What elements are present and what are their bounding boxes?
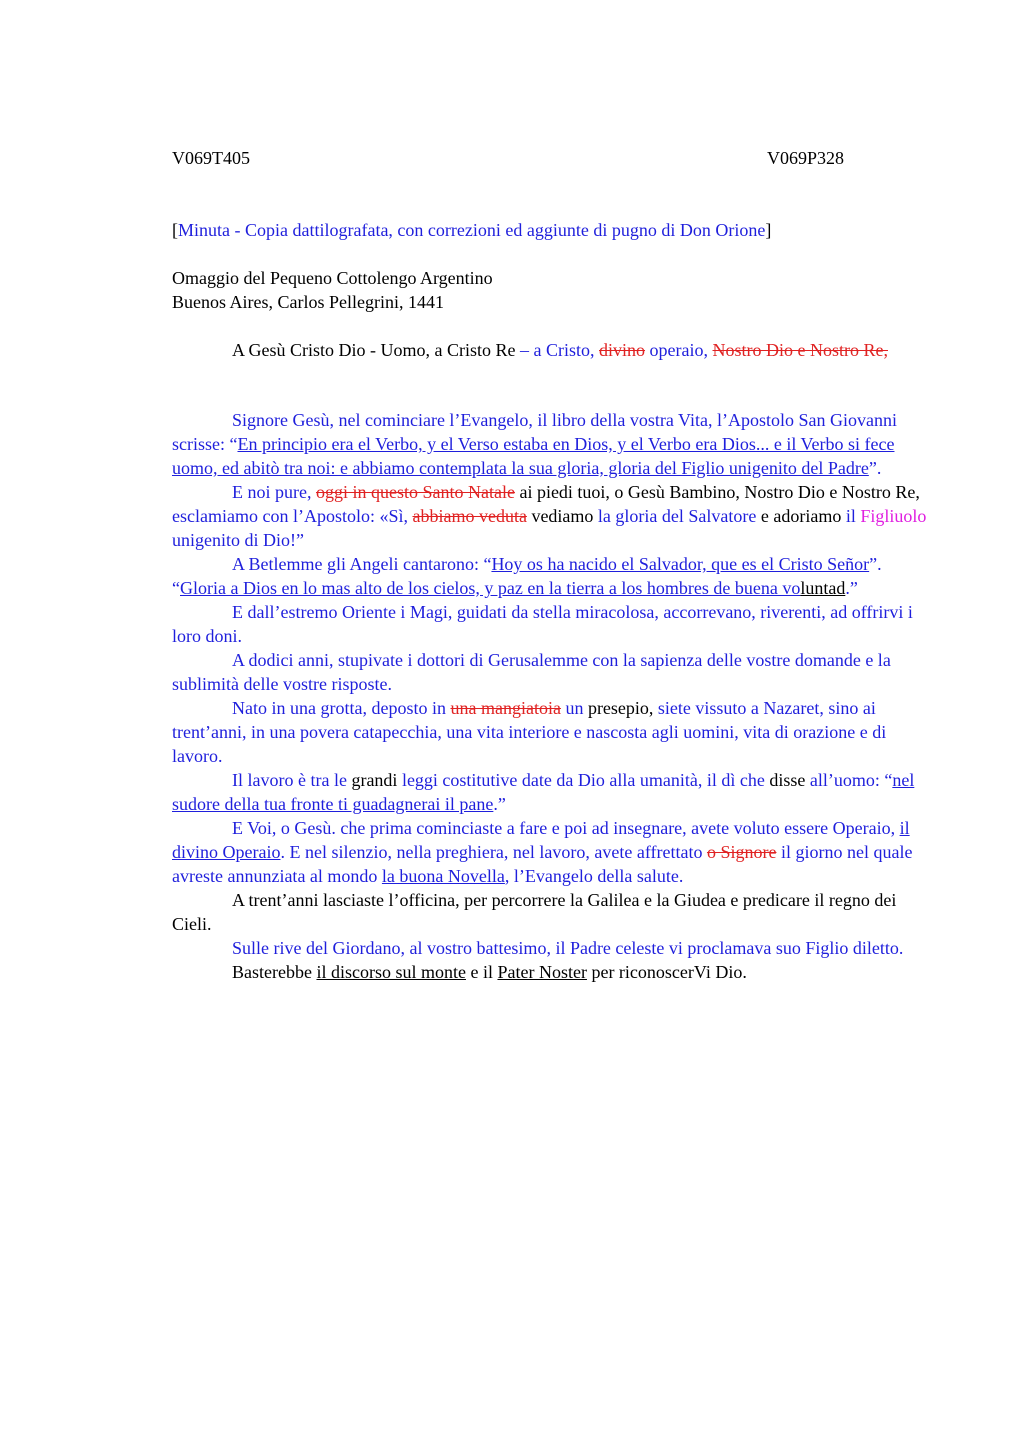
text-run: En principio era el Verbo, y el Verso estaba en Dios, y el Verbo era Dios... e il Verbo si fece uomo, ed abitò tra noi: e abbiamo contemplata la sua gloria, gloria del Figlio unigenito del Padre — [172, 434, 895, 478]
body-paragraph — [172, 600, 932, 648]
dedication-paragraph — [172, 338, 932, 362]
document-code: V069T405 — [172, 148, 250, 168]
body-paragraph — [172, 648, 932, 696]
deleted-text: abbiamo veduta — [412, 506, 527, 526]
body-paragraph — [172, 552, 932, 600]
text-run: il divino Operaio — [172, 818, 910, 862]
text-run: A dodici anni, stupivate i dottori di Gerusalemme con la sapienza delle vostre domande e la sublimità delle vostre risposte. — [172, 650, 891, 694]
text-run: A trent’anni lasciaste l’officina, per percorrere la Galilea e la Giudea e predicare il regno dei Cieli. — [172, 890, 897, 934]
text-run: disse — [769, 770, 806, 790]
text-run: un — [560, 698, 588, 718]
text-run: il discorso sul monte — [316, 962, 466, 982]
text-run: la buona Novella — [381, 866, 505, 886]
text-run: Pater Noster — [497, 962, 587, 982]
body-paragraph — [172, 696, 932, 768]
text-run: Basterebbe — [232, 962, 317, 982]
text-run: , l’Evangelo della salute. — [504, 866, 684, 886]
body-paragraph — [172, 408, 932, 480]
text-run: Nato in una grotta, deposto in — [232, 698, 451, 718]
deleted-text: divino — [599, 340, 646, 360]
text-run: unigenito di Dio!” — [172, 530, 304, 550]
text-run: Gloria a Dios en lo mas alto de los cielos, y paz en la tierra a los hombres de buena vo — [180, 578, 801, 598]
text-run: E Voi, o Gesù. che prima cominciaste a fare e poi ad insegnare, avete voluto essere Operaio, — [232, 818, 900, 838]
page-code: V069P328 — [766, 148, 844, 168]
text-run: vediamo — [526, 506, 598, 526]
body-paragraph — [172, 816, 932, 888]
text-run: Sulle rive del Giordano, al vostro battesimo, il Padre celeste vi proclamava suo Figlio diletto. — [232, 938, 904, 958]
deleted-text: una mangiatoia — [450, 698, 561, 718]
text-run: leggi costitutive date da Dio alla umanità, il dì che — [401, 770, 770, 790]
address-line-1: Omaggio del Pequeno Cottolengo Argentino — [172, 268, 493, 288]
text-run: E dall’estremo Oriente i Magi, guidati da stella miracolosa, accorrevano, riverenti, ad offrirvi i loro doni. — [172, 602, 913, 646]
text-run: ”. — [868, 458, 882, 478]
body-paragraph — [172, 480, 932, 552]
text-run: Il lavoro è tra le — [232, 770, 352, 790]
text-run: A Betlemme gli Angeli cantarono: “ — [232, 554, 492, 574]
text-run: all’uomo: “ — [805, 770, 893, 790]
address-line-2: Buenos Aires, Carlos Pellegrini, 1441 — [172, 292, 444, 312]
text-run: . E nel silenzio, nella preghiera, nel lavoro, avete affrettato — [280, 842, 707, 862]
text-run: luntad — [800, 578, 846, 598]
text-run: grandi — [351, 770, 402, 790]
text-run: il giorno nel quale avreste annunziata al mondo — [172, 842, 913, 886]
text-run: il — [845, 506, 861, 526]
text-run: .” — [845, 578, 858, 598]
text-run: siete vissuto a Nazaret, sino ai trent’anni, in una povera catapecchia, una vita interiore e nascosta agli uomini, vita di orazione e di lavoro. — [172, 698, 887, 766]
body-paragraph — [172, 936, 932, 960]
text-run: nel sudore della tua fronte ti guadagnerai il pane — [172, 770, 915, 814]
text-run: operaio, — [645, 340, 713, 360]
text-run: E noi pure, — [232, 482, 316, 502]
text-run: presepio, — [587, 698, 658, 718]
text-run: la gloria del Salvatore — [597, 506, 757, 526]
note-open-bracket: [ — [172, 220, 178, 240]
address-block — [172, 266, 872, 314]
body-paragraph — [172, 768, 932, 816]
body-paragraph — [172, 888, 932, 936]
text-run: .” — [493, 794, 506, 814]
text-run: per riconoscerVi Dio. — [586, 962, 747, 982]
text-run: esclamiamo con l’Apostolo: «Sì, — [172, 506, 413, 526]
deleted-text: oggi in questo Santo Natale — [315, 482, 515, 502]
note-close-bracket: ] — [765, 220, 772, 240]
text-run: A Gesù Cristo Dio - Uomo, a Cristo Re — [232, 340, 520, 360]
text-run: Hoy os ha nacido el Salvador, que es el Cristo Señor — [491, 554, 870, 574]
text-run: e il — [465, 962, 498, 982]
text-run: e adoriamo — [756, 506, 846, 526]
page-header — [172, 146, 844, 170]
text-run: Figliuolo — [860, 506, 927, 526]
note-text: Minuta - Copia dattilografata, con correzioni ed aggiunte di pugno di Don Orione — [178, 220, 766, 240]
body-paragraph — [172, 960, 932, 984]
body-text — [172, 408, 932, 984]
text-run: – a Cristo, — [520, 340, 599, 360]
editorial-note — [172, 218, 872, 242]
text-run: Signore Gesù, nel cominciare l’Evangelo, il libro della vostra Vita, l’Apostolo San Giovanni scrisse: “ — [172, 410, 897, 454]
text-run: ai piedi tuoi, o Gesù Bambino, Nostro Dio e Nostro Re, — [514, 482, 920, 502]
deleted-text: Nostro Dio e Nostro Re, — [712, 340, 888, 360]
text-run: ”. “ — [172, 554, 882, 598]
deleted-text: o Signore — [706, 842, 777, 862]
